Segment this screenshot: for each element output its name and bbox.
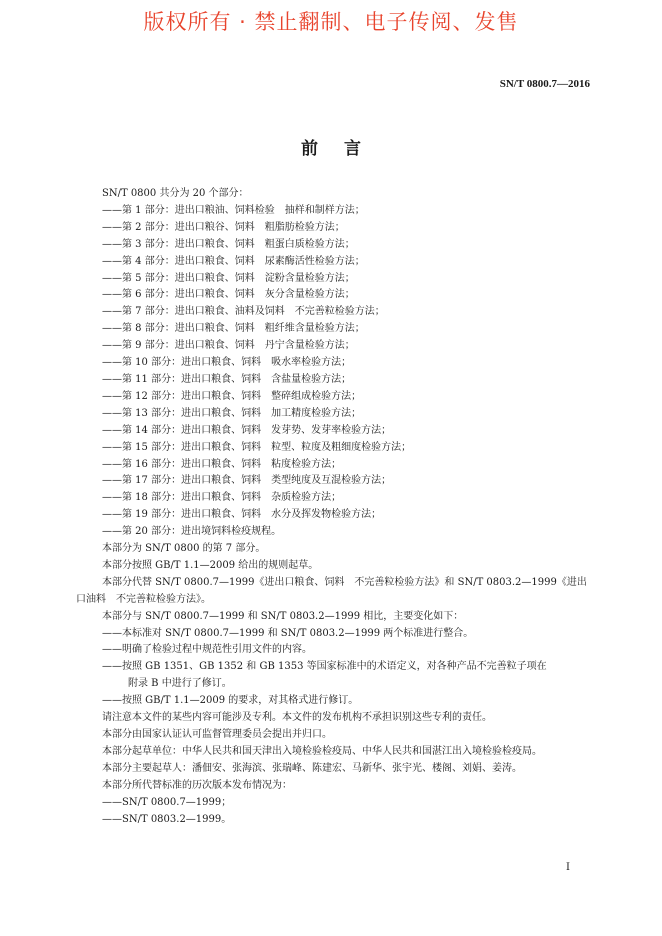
change-item: ——本标准对 SN/T 0800.7—1999 和 SN/T 0803.2—1999 两个标准进行整合。 <box>102 627 474 639</box>
part-item: ——第 8 部分：进出口粮食、饲料 粗纤维含量检验方法； <box>102 323 365 335</box>
changes-intro: 本部分与 SN/T 0800.7—1999 和 SN/T 0803.2—1999 相比，主要变化如下： <box>102 610 464 622</box>
part-item: ——第 10 部分：进出口粮食、饲料 吸水率检验方法； <box>102 357 352 369</box>
part-item: ——第 12 部分：进出口粮食、饲料 整碎组成检验方法； <box>102 390 362 402</box>
this-part-paragraph: 本部分为 SN/T 0800 的第 7 部分。 <box>102 543 266 555</box>
part-item: ——第 9 部分：进出口粮食、饲料 丹宁含量检验方法； <box>102 340 355 352</box>
part-item: ——第 15 部分：进出口粮食、饲料 粒型、粒度及粗细度检验方法； <box>102 441 412 453</box>
part-item: ——第 6 部分：进出口粮食、饲料 灰分含量检验方法； <box>102 289 355 301</box>
change-item: ——明确了检验过程中规范性引用文件的内容。 <box>102 644 312 656</box>
change-item-continuation: 附录 B 中进行了修订。 <box>128 678 232 690</box>
part-item: ——第 16 部分：进出口粮食、饲料 粘度检验方法； <box>102 458 342 470</box>
part-item: ——第 14 部分：进出口粮食、饲料 发芽势、发芽率检验方法； <box>102 424 392 436</box>
patent-paragraph: 请注意本文件的某些内容可能涉及专利。本文件的发布机构不承担识别这些专利的责任。 <box>102 712 492 724</box>
drafters-paragraph: 本部分主要起草人：潘佃安、张海滨、张瑞峰、陈建宏、马新华、张宇光、楼阁、刘娟、姜涛。 <box>102 762 522 774</box>
part-item: ——第 1 部分：进出口粮油、饲料检验 抽样和制样方法； <box>102 204 365 216</box>
drafting-units-paragraph: 本部分起草单位：中华人民共和国天津出入境检验检疫局、中华人民共和国湛江出入境检验检疫局。 <box>102 745 542 757</box>
proposed-by-paragraph: 本部分由国家认证认可监督管理委员会提出并归口。 <box>102 729 332 740</box>
part-item: ——第 18 部分：进出口粮食、饲料 杂质检验方法； <box>102 492 342 504</box>
copyright-watermark: 版权所有 · 禁止翻制、电子传阅、发售 <box>143 10 519 34</box>
history-item: ——SN/T 0800.7—1999； <box>102 796 232 808</box>
part-item: ——第 4 部分：进出口粮食、饲料 尿素酶活性检验方法； <box>102 255 365 267</box>
part-item: ——第 20 部分：进出境饲料检疫规程。 <box>102 526 282 538</box>
history-intro: 本部分所代替标准的历次版本发布情况为： <box>102 779 292 791</box>
foreword-body <box>76 186 592 828</box>
part-item: ——第 7 部分：进出口粮食、油料及饲料 不完善粒检验方法； <box>102 306 385 318</box>
part-item: ——第 17 部分：进出口粮食、饲料 类型纯度及互混检验方法； <box>102 475 392 487</box>
replaces-paragraph: 本部分代替 SN/T 0800.7—1999《进出口粮食、饲料 不完善粒检验方法》和 SN/T 0803.2—1999《进出口油料 不完善粒检验方法》。 <box>76 576 587 605</box>
change-item: ——按照 GB 1351、GB 1352 和 GB 1353 等国家标准中的术语定义，对各种产品不完善粒子项在 <box>102 661 547 673</box>
drafting-rules-paragraph: 本部分按照 GB/T 1.1—2009 给出的规则起草。 <box>102 559 319 571</box>
page-title: 前言 <box>301 139 387 159</box>
part-item: ——第 2 部分：进出口粮谷、饲料 粗脂肪检验方法； <box>102 221 345 233</box>
parts-intro: SN/T 0800 共分为 20 个部分： <box>102 188 249 199</box>
part-item: ——第 3 部分：进出口粮食、饲料 粗蛋白质检验方法； <box>102 238 355 250</box>
part-item: ——第 13 部分：进出口粮食、饲料 加工精度检验方法； <box>102 407 362 419</box>
change-item: ——按照 GB/T 1.1—2009 的要求，对其格式进行修订。 <box>102 695 359 707</box>
part-item: ——第 5 部分：进出口粮食、饲料 淀粉含量检验方法； <box>102 272 355 284</box>
part-item: ——第 19 部分：进出口粮食、饲料 水分及挥发物检验方法； <box>102 509 382 521</box>
page-number: I <box>566 862 570 873</box>
part-item: ——第 11 部分：进出口粮食、饲料 含盐量检验方法； <box>102 373 352 385</box>
document-number: SN/T 0800.7—2016 <box>499 78 590 90</box>
history-item: ——SN/T 0803.2—1999。 <box>102 813 232 825</box>
